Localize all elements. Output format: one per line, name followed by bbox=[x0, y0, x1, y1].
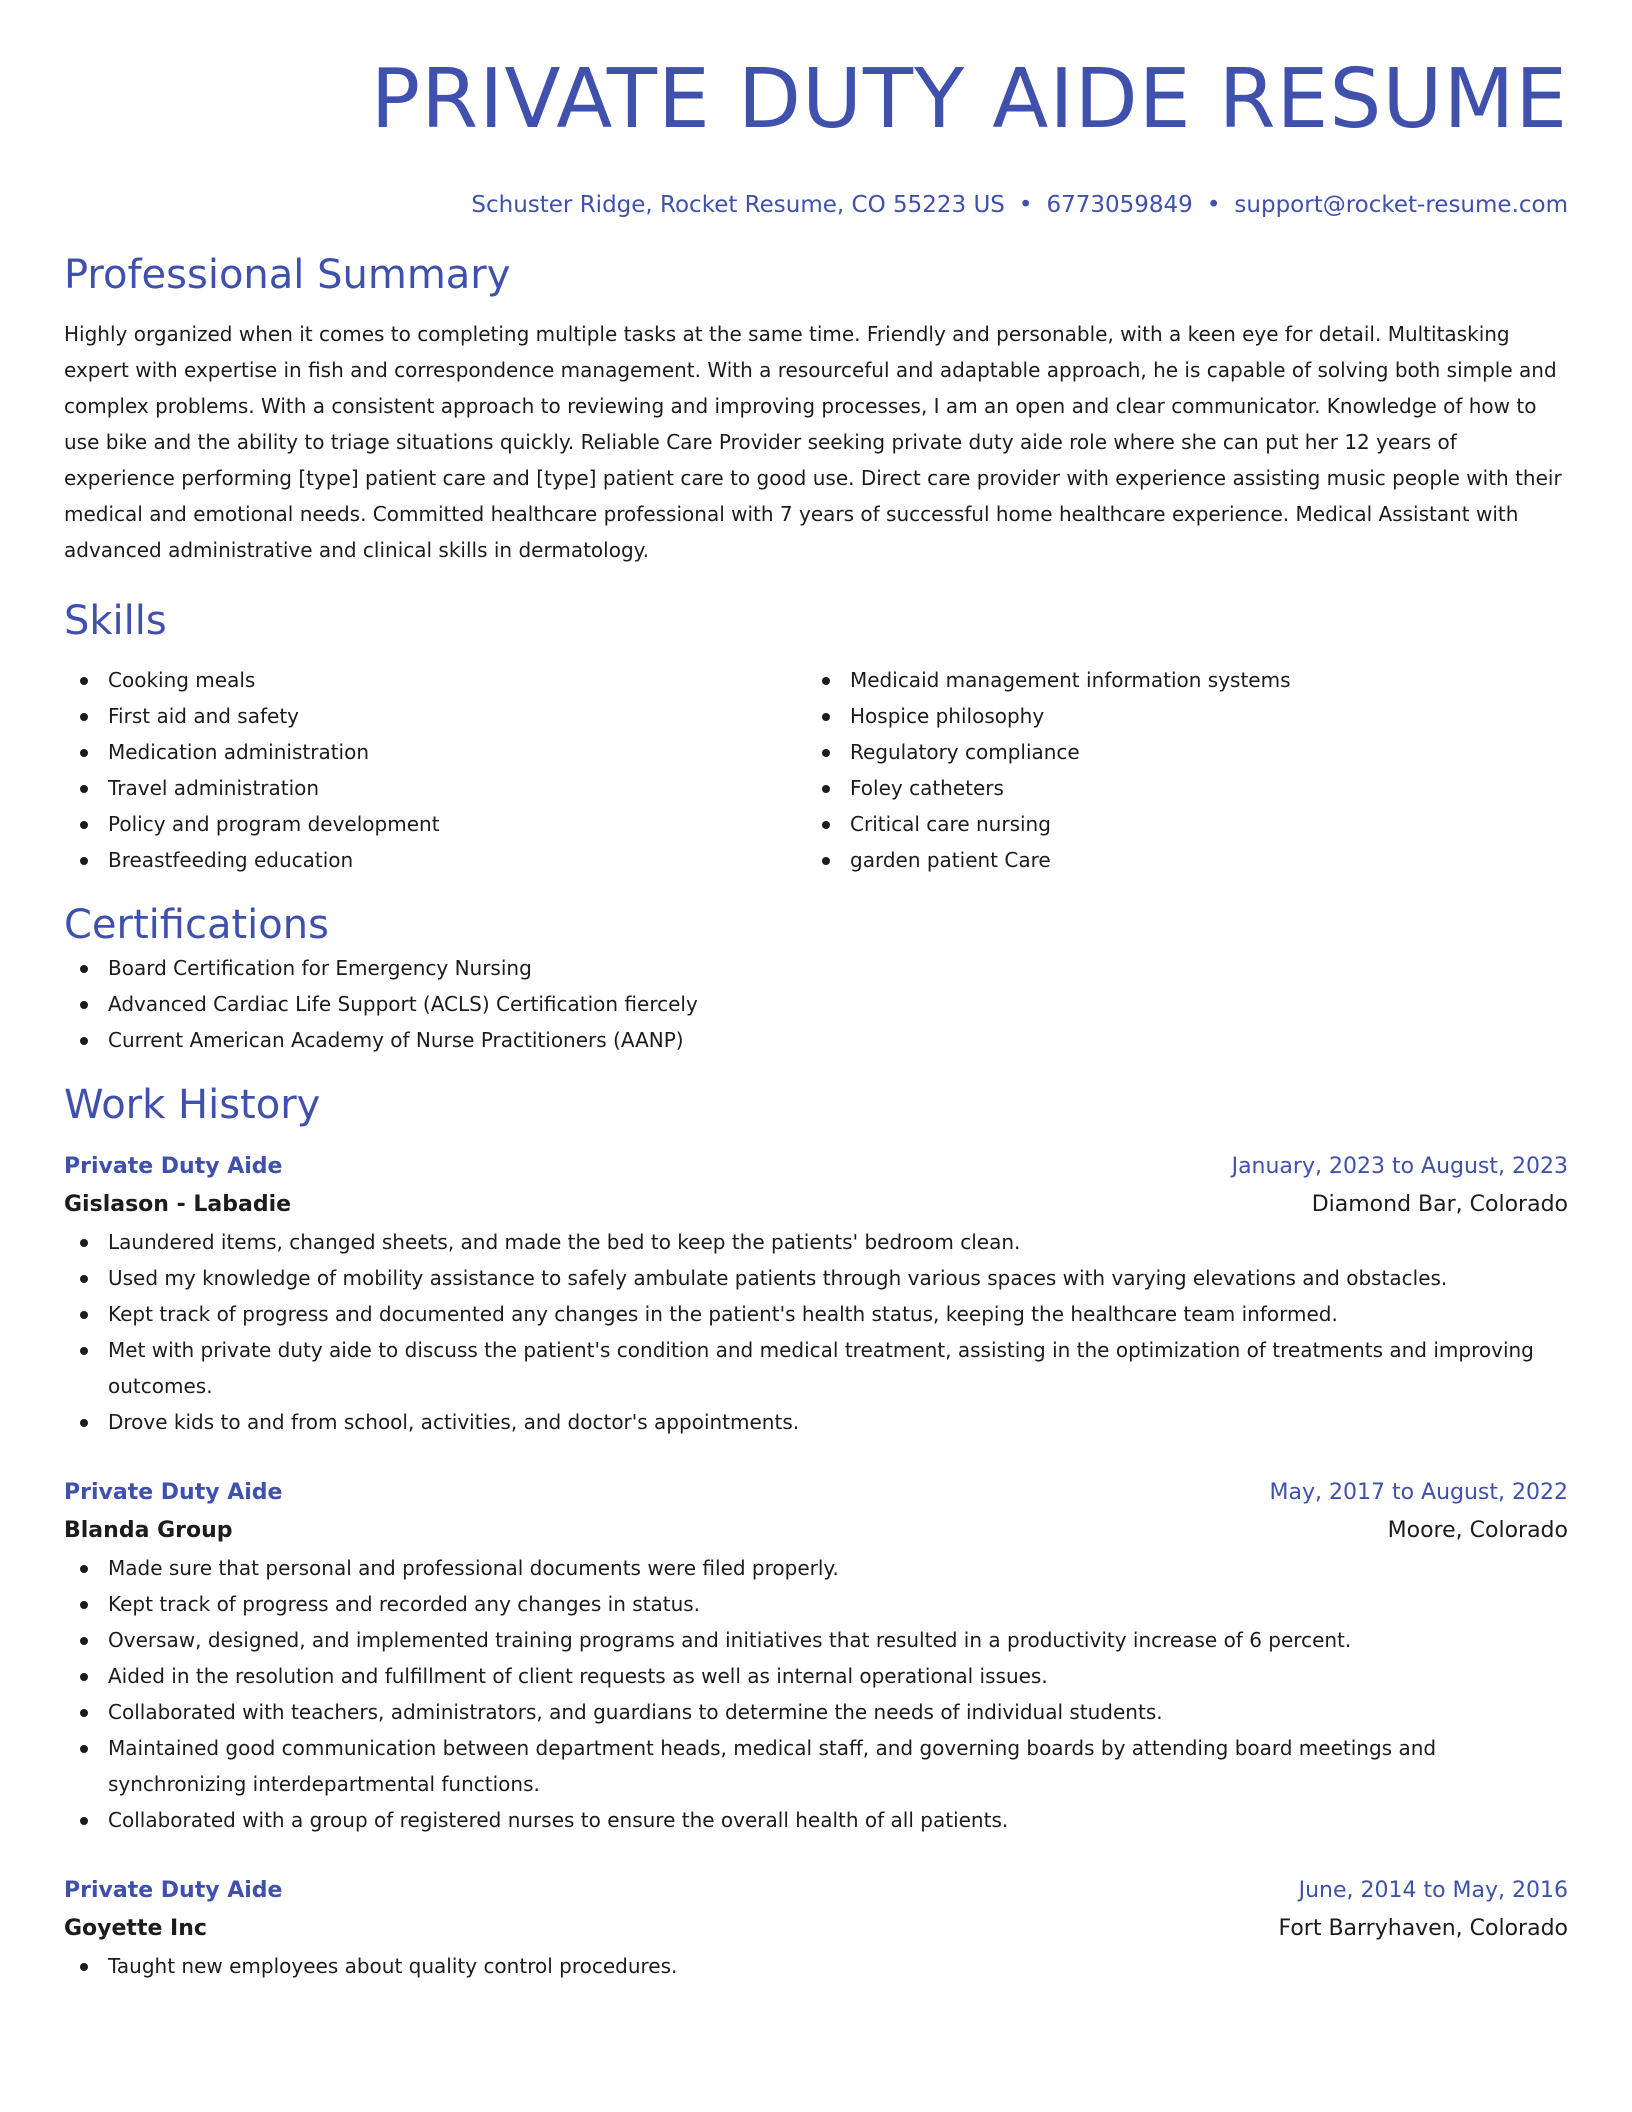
certifications-list bbox=[64, 950, 1568, 1058]
job-location: Moore, Colorado bbox=[1387, 1518, 1568, 1543]
job-title: Private Duty Aide bbox=[64, 1480, 283, 1505]
skills-list-left bbox=[64, 662, 806, 878]
skill-item: Regulatory compliance bbox=[806, 734, 1548, 770]
job-company-row bbox=[64, 1512, 1568, 1550]
job-company-row bbox=[64, 1186, 1568, 1224]
contact-phone: 6773059849 bbox=[1046, 192, 1193, 218]
job-entry bbox=[64, 1872, 1568, 1984]
job-dates: January, 2023 to August, 2023 bbox=[1231, 1154, 1568, 1179]
duty-item: Met with private duty aide to discuss the patient's condition and medical treatment, assisting in the optimization of treatments and improving outcomes. bbox=[64, 1332, 1568, 1404]
certification-item: Advanced Cardiac Life Support (ACLS) Certification fiercely bbox=[64, 986, 1568, 1022]
skill-item: Critical care nursing bbox=[806, 806, 1548, 842]
skill-item: Medicaid management information systems bbox=[806, 662, 1548, 698]
resume-page bbox=[64, 0, 1568, 1984]
job-duties bbox=[64, 1948, 1568, 1984]
duty-item: Kept track of progress and documented any changes in the patient's health status, keeping the healthcare team informed. bbox=[64, 1296, 1568, 1332]
job-location: Fort Barryhaven, Colorado bbox=[1278, 1916, 1568, 1941]
contact-separator: • bbox=[1206, 192, 1221, 218]
duty-item: Used my knowledge of mobility assistance to safely ambulate patients through various spaces with varying elevations and obstacles. bbox=[64, 1260, 1568, 1296]
duty-item: Aided in the resolution and fulfillment of client requests as well as internal operational issues. bbox=[64, 1658, 1568, 1694]
job-company: Gislason - Labadie bbox=[64, 1192, 292, 1217]
contact-separator: • bbox=[1018, 192, 1033, 218]
duty-item: Laundered items, changed sheets, and made the bed to keep the patients' bedroom clean. bbox=[64, 1224, 1568, 1260]
job-title: Private Duty Aide bbox=[64, 1154, 283, 1179]
job-company: Goyette Inc bbox=[64, 1916, 207, 1941]
job-entry bbox=[64, 1148, 1568, 1440]
skill-item: First aid and safety bbox=[64, 698, 806, 734]
contact-line bbox=[64, 190, 1568, 220]
summary-text: Highly organized when it comes to completing multiple tasks at the same time. Friendly and personable, with a keen eye for detail. Multitasking expert with expertise in fish and correspondence management. With a resourceful and adaptable approach, he is capable of solving both simple and complex problems. With a consistent approach to reviewing and improving processes, I am an open and clear communicator. Knowledge of how to use bike and the ability to triage situations quickly. Reliable Care Provider seeking private duty aide role where she can put her 12 years of experience performing [type] patient care and [type] patient care to good use. Direct care provider with experience assisting music people with their medical and emotional needs. Committed healthcare professional with 7 years of successful home healthcare experience. Medical Assistant with advanced administrative and clinical skills in dermatology. bbox=[64, 322, 1562, 562]
skill-item: Medication administration bbox=[64, 734, 806, 770]
job-location: Diamond Bar, Colorado bbox=[1311, 1192, 1568, 1217]
summary-heading: Professional Summary bbox=[64, 252, 511, 298]
certification-item: Board Certification for Emergency Nursing bbox=[64, 950, 1568, 986]
contact-email[interactable]: support@rocket-resume.com bbox=[1234, 192, 1568, 218]
job-company: Blanda Group bbox=[64, 1518, 233, 1543]
resume-title: PRIVATE DUTY AIDE RESUME bbox=[370, 52, 1568, 147]
skill-item: Cooking meals bbox=[64, 662, 806, 698]
duty-item: Kept track of progress and recorded any changes in status. bbox=[64, 1586, 1568, 1622]
skill-item: Breastfeeding education bbox=[64, 842, 806, 878]
duty-item: Taught new employees about quality control procedures. bbox=[64, 1948, 1568, 1984]
job-company-row bbox=[64, 1910, 1568, 1948]
job-duties bbox=[64, 1550, 1568, 1838]
certification-item: Current American Academy of Nurse Practitioners (AANP) bbox=[64, 1022, 1568, 1058]
duty-item: Made sure that personal and professional documents were filed properly. bbox=[64, 1550, 1568, 1586]
job-header-row bbox=[64, 1474, 1568, 1512]
job-title: Private Duty Aide bbox=[64, 1878, 283, 1903]
skills-grid bbox=[64, 662, 1568, 878]
duty-item: Drove kids to and from school, activities, and doctor's appointments. bbox=[64, 1404, 1568, 1440]
skill-item: Hospice philosophy bbox=[806, 698, 1548, 734]
job-dates: May, 2017 to August, 2022 bbox=[1269, 1480, 1568, 1505]
job-header-row bbox=[64, 1872, 1568, 1910]
skills-list-right bbox=[806, 662, 1548, 878]
job-entry bbox=[64, 1474, 1568, 1838]
duty-item: Oversaw, designed, and implemented training programs and initiatives that resulted in a productivity increase of 6 percent. bbox=[64, 1622, 1568, 1658]
job-duties bbox=[64, 1224, 1568, 1440]
work-history-heading: Work History bbox=[64, 1082, 321, 1128]
duty-item: Collaborated with teachers, administrators, and guardians to determine the needs of individual students. bbox=[64, 1694, 1568, 1730]
skill-item: garden patient Care bbox=[806, 842, 1548, 878]
certifications-heading: Certifications bbox=[64, 902, 329, 948]
skill-item: Travel administration bbox=[64, 770, 806, 806]
job-header-row bbox=[64, 1148, 1568, 1186]
skills-heading: Skills bbox=[64, 598, 167, 644]
job-dates: June, 2014 to May, 2016 bbox=[1298, 1878, 1568, 1903]
duty-item: Collaborated with a group of registered nurses to ensure the overall health of all patients. bbox=[64, 1802, 1568, 1838]
skill-item: Foley catheters bbox=[806, 770, 1548, 806]
contact-address: Schuster Ridge, Rocket Resume, CO 55223 US bbox=[471, 192, 1005, 218]
duty-item: Maintained good communication between department heads, medical staff, and governing boards by attending board meetings and synchronizing interdepartmental functions. bbox=[64, 1730, 1568, 1802]
skill-item: Policy and program development bbox=[64, 806, 806, 842]
